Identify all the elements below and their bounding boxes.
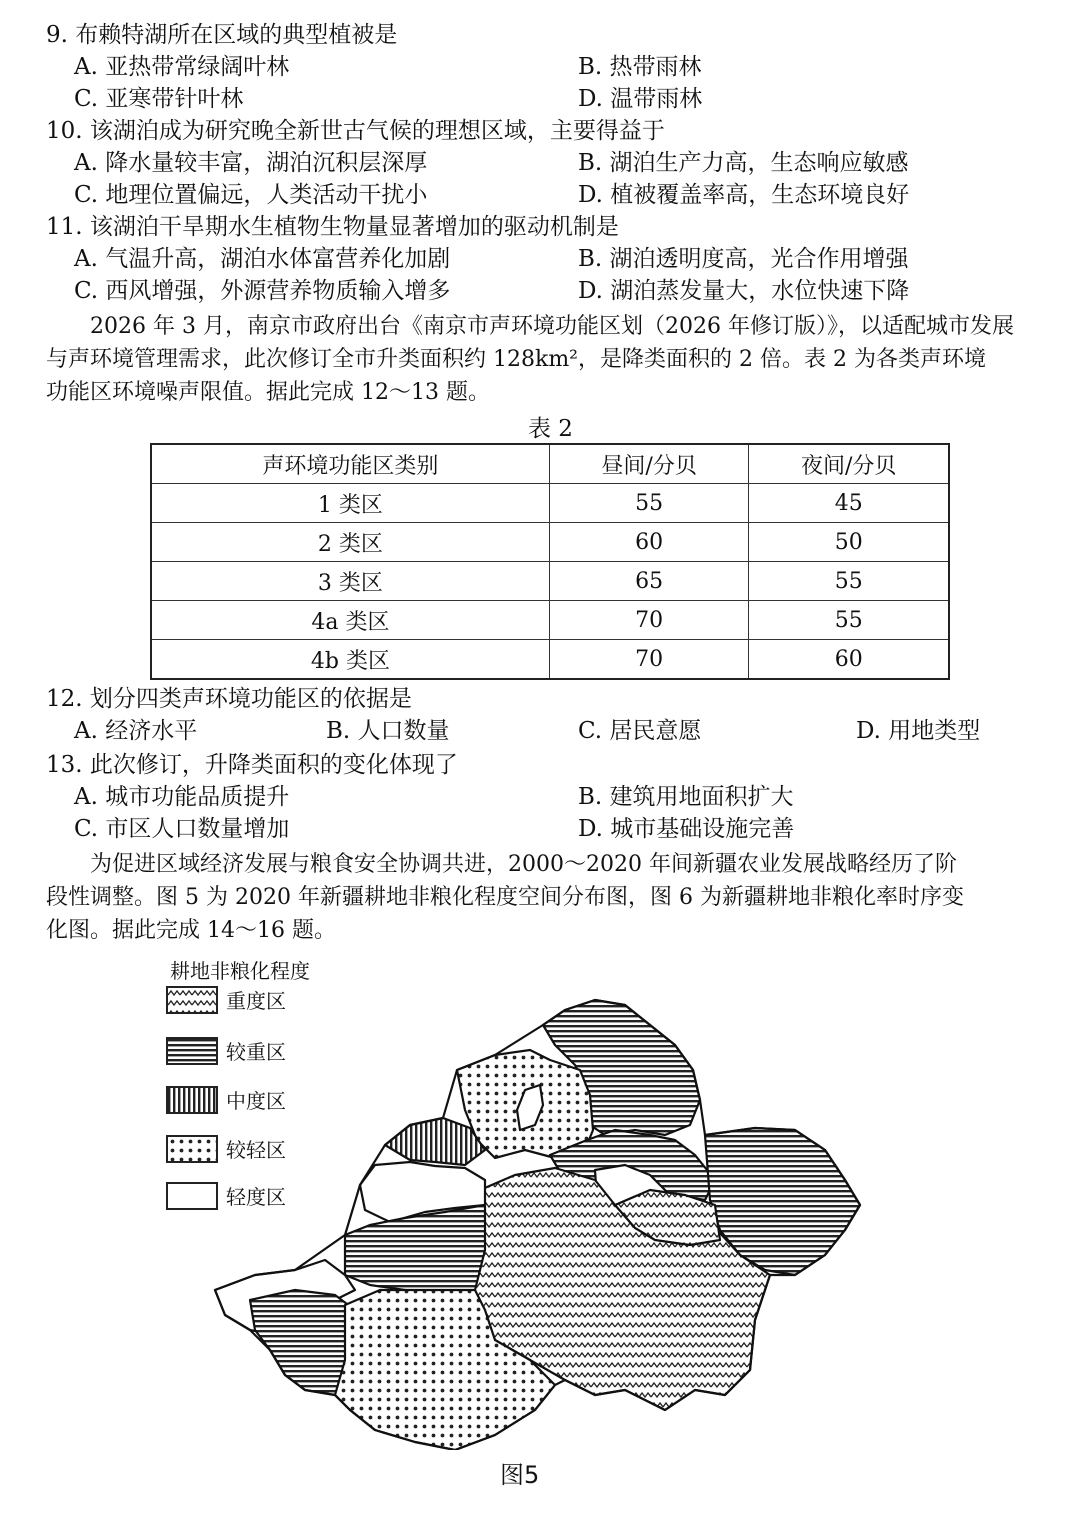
table-cell: 70 — [549, 601, 749, 640]
q10-stem: 10. 该湖泊成为研究晚全新世古气候的理想区域，主要得益于 — [46, 118, 665, 144]
figure-caption: 图5 — [500, 1461, 540, 1489]
q12-stem: 12. 划分四类声环境功能区的依据是 — [46, 686, 412, 712]
table-row — [151, 484, 949, 523]
table-cell: 70 — [549, 640, 749, 680]
map-region-aksu — [345, 1205, 485, 1295]
q9-option-a: A. 亚热带常绿阔叶林 — [74, 54, 290, 80]
intro-paragraph-2 — [46, 848, 1058, 947]
q13-option-b: B. 建筑用地面积扩大 — [578, 784, 794, 810]
q12-option-c: C. 居民意愿 — [578, 718, 702, 744]
legend-item-severe: 重度区 — [166, 985, 286, 1014]
table-caption: 表 2 — [528, 416, 573, 442]
table-cell: 1 类区 — [151, 484, 549, 523]
table-cell: 4a 类区 — [151, 601, 549, 640]
intro2-line-3: 化图。据此完成 14～16 题。 — [46, 918, 336, 943]
q12-option-b: B. 人口数量 — [326, 718, 450, 744]
intro-paragraph-1 — [46, 310, 1058, 409]
table-header-day: 昼间/分贝 — [549, 444, 749, 484]
intro1-line-2: 与声环境管理需求，此次修订全市升类面积约 128km²，是降类面积的 2 倍。表 2 为各类声环境 — [46, 347, 986, 372]
q9-option-b: B. 热带雨林 — [578, 54, 702, 80]
legend-title: 耕地非粮化程度 — [170, 959, 310, 983]
q11-option-d: D. 湖泊蒸发量大，水位快速下降 — [578, 278, 910, 304]
table-cell: 60 — [549, 523, 749, 562]
noise-limit-table — [150, 443, 950, 680]
table-cell: 55 — [749, 562, 949, 601]
q11-option-a: A. 气温升高，湖泊水体富营养化加剧 — [74, 246, 451, 272]
q13-option-d: D. 城市基础设施完善 — [578, 816, 795, 842]
q9-option-d: D. 温带雨林 — [578, 86, 703, 112]
table-row — [151, 523, 949, 562]
q11-stem: 11. 该湖泊干旱期水生植物生物量显著增加的驱动机制是 — [46, 214, 619, 240]
table-cell: 65 — [549, 562, 749, 601]
q10-option-c: C. 地理位置偏远，人类活动干扰小 — [74, 182, 428, 208]
intro2-line-1: 为促进区域经济发展与粮食安全协调共进，2000～2020 年间新疆农业发展战略经历了阶 — [46, 852, 957, 877]
legend-item-mild: 轻度区 — [166, 1181, 286, 1210]
intro2-line-2: 段性调整。图 5 为 2020 年新疆耕地非粮化程度空间分布图，图 6 为新疆耕地非粮化率时序变 — [46, 885, 964, 910]
q9-stem: 9. 布赖特湖所在区域的典型植被是 — [46, 22, 398, 48]
table-cell: 45 — [749, 484, 949, 523]
q10-option-d: D. 植被覆盖率高，生态环境良好 — [578, 182, 910, 208]
table-cell: 2 类区 — [151, 523, 549, 562]
q13-stem: 13. 此次修订，升降类面积的变化体现了 — [46, 752, 458, 778]
table-header-night: 夜间/分贝 — [749, 444, 949, 484]
intro1-line-1: 2026 年 3 月，南京市政府出台《南京市声环境功能区划（2026 年修订版）》，以适配城市发展 — [46, 314, 1014, 339]
legend-item-heavy: 较重区 — [166, 1036, 286, 1065]
q12-option-a: A. 经济水平 — [74, 718, 198, 744]
table-cell: 55 — [549, 484, 749, 523]
table-cell: 60 — [749, 640, 949, 680]
q11-option-b: B. 湖泊透明度高，光合作用增强 — [578, 246, 909, 272]
q9-option-c: C. 亚寒带针叶林 — [74, 86, 244, 112]
legend-item-light: 较轻区 — [166, 1134, 286, 1163]
xinjiang-map — [195, 990, 875, 1450]
table-row — [151, 601, 949, 640]
q10-option-a: A. 降水量较丰富，湖泊沉积层深厚 — [74, 150, 428, 176]
q13-option-c: C. 市区人口数量增加 — [74, 816, 290, 842]
table-row — [151, 562, 949, 601]
legend-item-moderate: 中度区 — [166, 1085, 286, 1114]
table-cell: 50 — [749, 523, 949, 562]
table-row — [151, 640, 949, 680]
q11-option-c: C. 西风增强，外源营养物质输入增多 — [74, 278, 451, 304]
intro1-line-3: 功能区环境噪声限值。据此完成 12～13 题。 — [46, 380, 490, 405]
table-cell: 3 类区 — [151, 562, 549, 601]
table-cell: 4b 类区 — [151, 640, 549, 680]
table-header-category: 声环境功能区类别 — [151, 444, 549, 484]
table-cell: 55 — [749, 601, 949, 640]
q10-option-b: B. 湖泊生产力高，生态响应敏感 — [578, 150, 909, 176]
q13-option-a: A. 城市功能品质提升 — [74, 784, 290, 810]
table-header-row — [151, 444, 949, 484]
q12-option-d: D. 用地类型 — [856, 718, 981, 744]
